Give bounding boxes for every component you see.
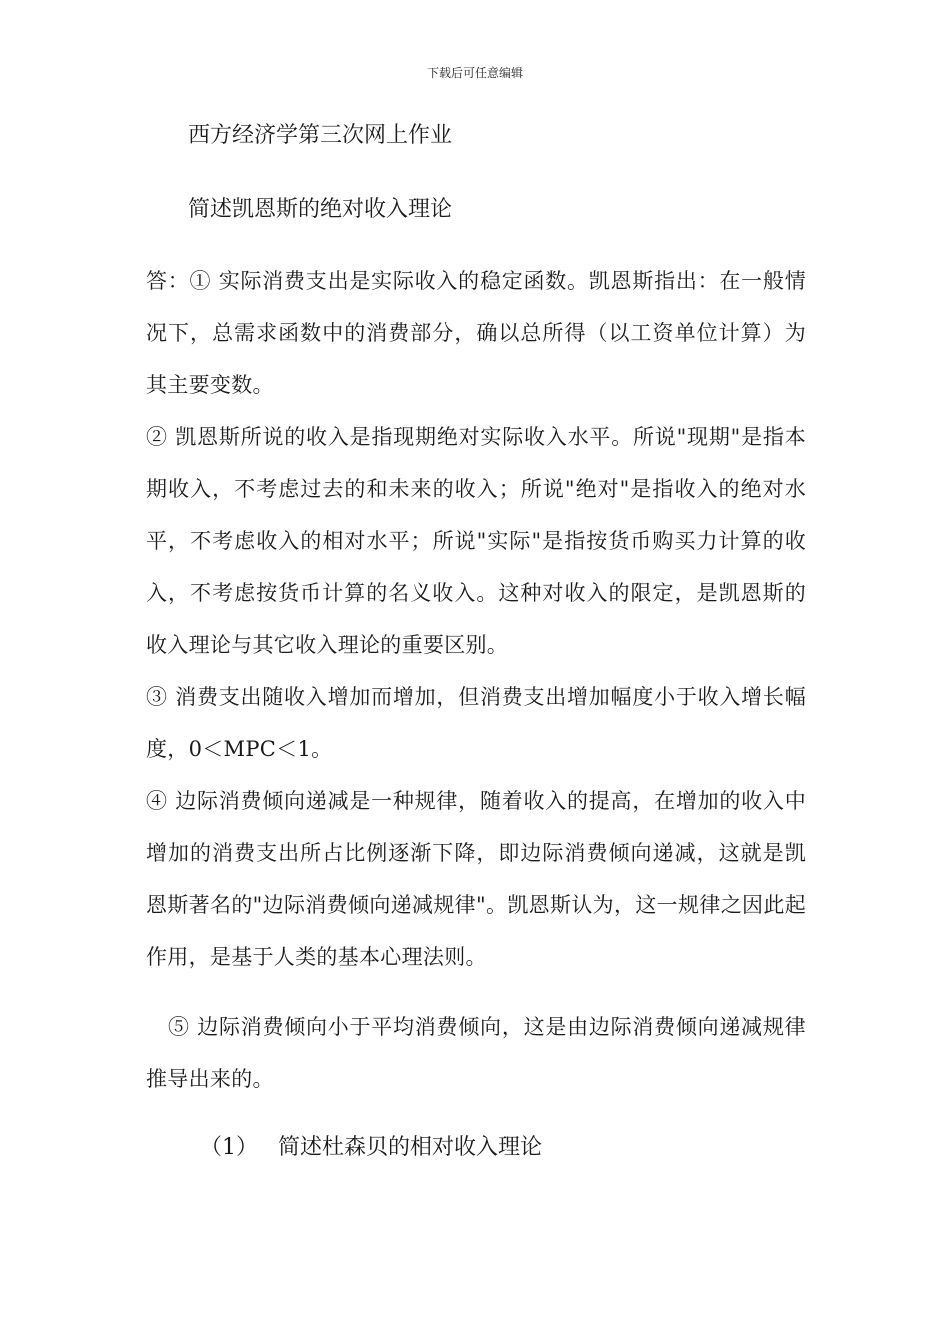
answer-paragraph-4: ④ 边际消费倾向递减是一种规律，随着收入的提高，在增加的收入中增加的消费支出所占比例逐渐下降，即边际消费倾向递减，这就是凯恩斯著名的"边际消费倾向递减规律"。凯恩斯认为，这一规律之因此起作用，是基于人类的基本心理法则。 xyxy=(146,789,806,969)
question-2-heading xyxy=(200,1133,542,1163)
question-1-heading: 简述凯恩斯的绝对收入理论 xyxy=(188,197,453,222)
answer-paragraph-5: ⑤ 边际消费倾向小于平均消费倾向，这是由边际消费倾向递减规律推导出来的。 xyxy=(146,1015,806,1091)
question-2-number: （1） xyxy=(200,1135,258,1160)
answer-paragraph-1: 答：① 实际消费支出是实际收入的稳定函数。凯恩斯指出：在一般情况下，总需求函数中的消费部分，确以总所得（以工资单位计算）为其主要变数。 xyxy=(146,269,806,397)
question-2-text: 简述杜森贝的相对收入理论 xyxy=(278,1135,543,1160)
answer-paragraph-2: ② 凯恩斯所说的收入是指现期绝对实际收入水平。所说"现期"是指本期收入，不考虑过去的和未来的收入；所说"绝对"是指收入的绝对水平，不考虑收入的相对水平；所说"实际"是指按货币购买力计算的收入，不考虑按货币计算的名义收入。这种对收入的限定，是凯恩斯的收入理论与其它收入理论的重要区别。 xyxy=(146,425,806,657)
answer-paragraph-3: ③ 消费支出随收入增加而增加，但消费支出增加幅度小于收入增长幅度，0＜MPC＜1。 xyxy=(146,685,806,761)
document-title: 西方经济学第三次网上作业 xyxy=(188,123,453,148)
page-header: 下载后可任意编辑 xyxy=(426,66,523,80)
